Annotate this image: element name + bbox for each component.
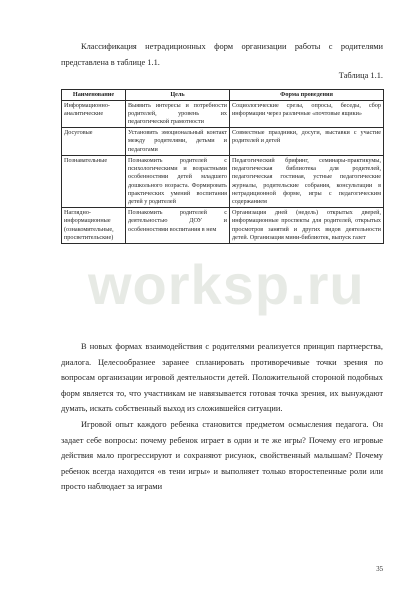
forms-classification-table [61, 89, 384, 244]
watermark: worksp.ru [88, 253, 365, 316]
header-name: Наименование [62, 90, 126, 101]
row-form-cell: Совместные праздники, досуги, выставки с участие родителей и детей [230, 128, 384, 155]
row-goal-cell: Познакомить родителей с деятельностью ДОУ и особенностями воспитания в нем [126, 208, 230, 244]
row-name-cell: Наглядно-информационные (ознакомительные, просветительские) [62, 208, 126, 244]
body-paragraph: Игровой опыт каждого ребенка становится предметом осмысления педагога. Он задает себе вопросы: почему ребенок играет в одни и те же игры? Почему его игровые действия мало прогрессируют и сохраняют рисунок, свойственный малышам? Почему ребенок всегда находится «в тени игры» и выполняет только второстепенные роли или просто наблюдает за играми [61, 420, 383, 492]
row-goal-cell: Познакомить родителей с психологическими и возрастными особенностями детей младшего дошкольного возраста. Формировать практических умений воспитания детей у родителей [126, 155, 230, 207]
table-header-row [62, 90, 384, 101]
row-form-cell: Педагогический брифинг, семинары-практикумы, педагогическая библиотека для родителей, педагогическая гостиная, устные педагогические журналы, родительские собрания, консультации в нетрадиционной форме, игры с педагогическим содержанием [230, 155, 384, 207]
intro-paragraph: Классификация нетрадиционных форм организации работы с родителями представлена в таблице 1.1. [61, 42, 383, 67]
header-goal: Цель [126, 90, 230, 101]
table-row [62, 155, 384, 207]
header-form: Форма проведения [230, 90, 384, 101]
row-form-cell: Социологические срезы, опросы, беседы, сбор информации через различные «почтовые ящики» [230, 100, 384, 127]
table-caption: Таблица 1.1. [338, 71, 383, 80]
row-name-cell: Познавательные [62, 155, 126, 207]
row-form-cell: Организация дней (недель) открытых дверей, информационные проспекты для родителей, открытых просмотров занятий и других видов деятельности детей. Организация мини-библиотек, выпуск газет [230, 208, 384, 244]
row-goal-cell: Установить эмоциональный контакт между родителями, детьми и педагогами [126, 128, 230, 155]
row-name-cell: Информационно-аналитические [62, 100, 126, 127]
row-goal-cell: Выявить интересы и потребности родителей, уровень их педагогической грамотности [126, 100, 230, 127]
body-paragraph: В новых формах взаимодействия с родителями реализуется принцип партнерства, диалога. Целесообразнее заранее спланировать противоречивые точки зрения по вопросам организации игровой деятельности детей. Положительной стороной подобных форм является то, что участникам не навязывается готовая точка зрения, их вынуждают думать, искать собственный выход из сложившейся ситуации. [61, 342, 383, 414]
table-row [62, 128, 384, 155]
table-row [62, 100, 384, 127]
row-name-cell: Досуговые [62, 128, 126, 155]
page-number: 35 [376, 566, 383, 573]
table-row [62, 208, 384, 244]
